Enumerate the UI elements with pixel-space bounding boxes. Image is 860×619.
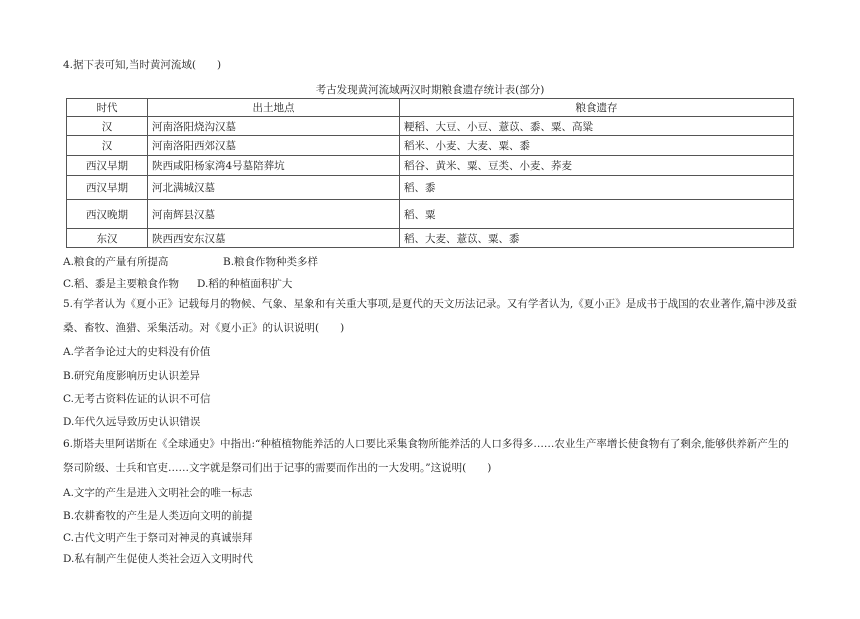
cell-grains: 稻、黍	[400, 176, 794, 200]
question-5-option-d[interactable]: D.年代久远导致历史认识错误	[63, 416, 201, 428]
table-row	[67, 176, 794, 200]
cell-era: 东汉	[67, 229, 148, 248]
question-5-option-a[interactable]: A.学者争论过大的史料没有价值	[63, 346, 211, 358]
table-row	[67, 117, 794, 136]
question-5-option-b[interactable]: B.研究角度影响历史认识差异	[63, 370, 201, 382]
question-6-option-c[interactable]: C.古代文明产生于祭司对神灵的真诚崇拜	[63, 532, 253, 544]
question-4-options-ab	[63, 255, 318, 269]
cell-era: 西汉早期	[67, 156, 148, 176]
cell-site: 河北满城汉墓	[148, 176, 400, 200]
question-5-stem-line-2: 桑、畜牧、渔猎、采集活动。对《夏小正》的认识说明( )	[63, 322, 345, 334]
cell-grains: 稻谷、黄米、粟、豆类、小麦、荞麦	[400, 156, 794, 176]
cell-site: 河南洛阳西郊汉墓	[148, 136, 400, 156]
option-a[interactable]: A.粮食的产量有所提高	[63, 256, 169, 268]
question-4-stem: 4.据下表可知,当时黄河流域( )	[63, 59, 222, 71]
question-5-option-c[interactable]: C.无考古资料佐证的认识不可信	[63, 393, 211, 405]
question-6-option-b[interactable]: B.农耕畜牧的产生是人类迈向文明的前提	[63, 510, 253, 522]
option-b[interactable]: B.粮食作物种类多样	[223, 256, 319, 268]
header-era: 时代	[67, 99, 148, 117]
cell-site: 陕西咸阳杨家湾4号墓陪葬坑	[148, 156, 400, 176]
question-6-stem-line-1: 6.斯塔夫里阿诺斯在《全球通史》中指出:“种植植物能养活的人口要比采集食物所能养活的人口多得多……农业生产率增长使食物有了剩余,能够供养新产生的	[63, 438, 789, 450]
table-header-row	[67, 99, 794, 117]
cell-site: 河南辉县汉墓	[148, 200, 400, 229]
cell-era: 西汉早期	[67, 176, 148, 200]
option-d[interactable]: D.稻的种植面积扩大	[197, 278, 293, 290]
table-title: 考古发现黄河流域两汉时期粮食遗存统计表(部分)	[315, 84, 545, 96]
question-6-stem-line-2: 祭司阶级、士兵和官吏……文字就是祭司们出于记事的需要而作出的一大发明。”这说明( )	[63, 462, 492, 474]
cell-era: 汉	[67, 117, 148, 136]
header-grains: 粮食遗存	[400, 99, 794, 117]
cell-grains: 粳稻、大豆、小豆、薏苡、黍、粟、高粱	[400, 117, 794, 136]
cell-grains: 稻米、小麦、大麦、粟、黍	[400, 136, 794, 156]
table-row	[67, 156, 794, 176]
table-row	[67, 229, 794, 248]
cell-grains: 稻、粟	[400, 200, 794, 229]
cell-era: 汉	[67, 136, 148, 156]
question-4-options-cd	[63, 277, 292, 291]
cell-grains: 稻、大麦、薏苡、粟、黍	[400, 229, 794, 248]
grain-remains-table	[66, 98, 794, 248]
cell-era: 西汉晚期	[67, 200, 148, 229]
option-c[interactable]: C.稻、黍是主要粮食作物	[63, 278, 179, 290]
table-row	[67, 136, 794, 156]
table-row	[67, 200, 794, 229]
question-5-stem-line-1: 5.有学者认为《夏小正》记载每月的物候、气象、星象和有关重大事项,是夏代的天文历法记录。又有学者认为,《夏小正》是成书于战国的农业著作,篇中涉及蚕	[63, 298, 798, 310]
cell-site: 陕西西安东汉墓	[148, 229, 400, 248]
question-6-option-a[interactable]: A.文字的产生是进入文明社会的唯一标志	[63, 487, 253, 499]
question-6-option-d[interactable]: D.私有制产生促使人类社会迈入文明时代	[63, 553, 253, 565]
cell-site: 河南洛阳烧沟汉墓	[148, 117, 400, 136]
header-site: 出土地点	[148, 99, 400, 117]
